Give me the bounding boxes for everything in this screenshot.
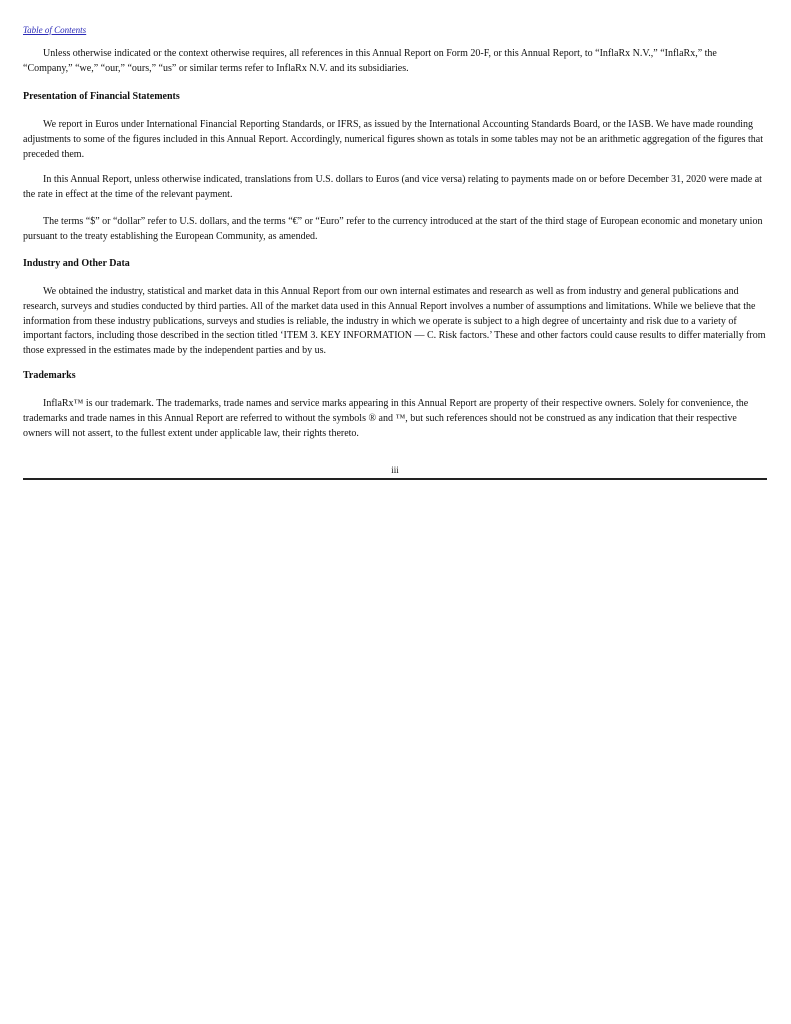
page-divider: [23, 478, 767, 480]
page-number: iii: [391, 465, 399, 475]
section-heading-industry-data: Industry and Other Data: [23, 258, 130, 269]
intro-paragraph: Unless otherwise indicated or the context otherwise requires, all references in this Annual Report on Form 20-F, or this Annual Report, to “InflaRx N.V.,” “InflaRx,” the “Company,” “we,” “our,” “ours,” “us” or similar terms refer to InflaRx N.V. and its subsidiaries.: [23, 48, 717, 74]
paragraph-trademarks: InflaRx™ is our trademark. The trademarks, trade names and service marks appearing in this Annual Report are property of their respective owners. Solely for convenience, the trademarks and trade names in this Annual Report are referred to without the symbols ® and ™, but such references should not be construed as any indication that their respective owners will not assert, to the fullest extent under applicable law, their rights thereto.: [23, 398, 749, 439]
paragraph-currency-translation: In this Annual Report, unless otherwise indicated, translations from U.S. dollars to Euros (and vice versa) relating to payments made on or before December 31, 2020 were made at the rate in effect at the time of the relevant payment.: [23, 174, 762, 200]
table-of-contents-link[interactable]: Table of Contents: [23, 25, 87, 35]
paragraph-industry-data: We obtained the industry, statistical and market data in this Annual Report from our own internal estimates and research as well as from industry and general publications and research, surveys and studies conducted by third parties. All of the market data used in this Annual Report involves a number of assumptions and limitations. While we believe that the information from these industry publications, surveys and studies is reliable, the industry in which we operate is subject to a high degree of uncertainty and risk due to a variety of important factors, including those described in the section titled ‘ITEM 3. KEY INFORMATION — C. Risk factors.’ These and other factors could cause results to differ materially from those expressed in the estimates made by the independent parties and by us.: [23, 286, 766, 357]
paragraph-reporting-standards: We report in Euros under International Financial Reporting Standards, or IFRS, as issued by the International Accounting Standards Board, or the IASB. We have made rounding adjustments to some of the figures included in this Annual Report. Accordingly, numerical figures shown as totals in some tables may not be an arithmetic aggregation of the figures that preceded them.: [23, 119, 764, 160]
section-heading-financial-statements: Presentation of Financial Statements: [23, 91, 180, 102]
section-heading-trademarks: Trademarks: [23, 370, 76, 381]
paragraph-currency-terms: The terms “$” or “dollar” refer to U.S. dollars, and the terms “€” or “Euro” refer to the currency introduced at the start of the third stage of European economic and monetary union pursuant to the treaty establishing the European Community, as amended.: [23, 216, 763, 242]
